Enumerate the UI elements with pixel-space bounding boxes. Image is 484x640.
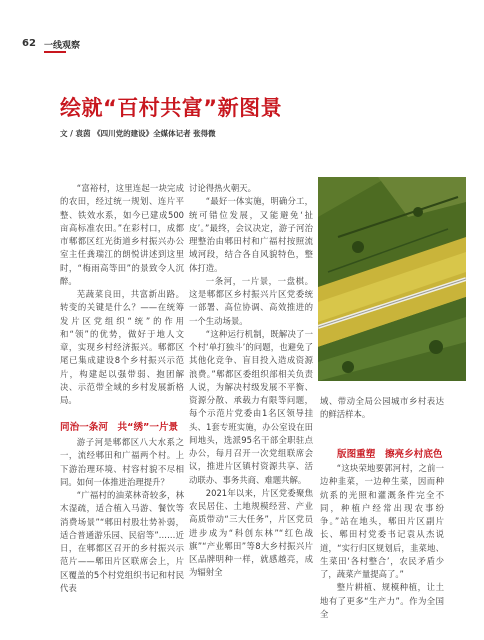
section-tag: 一线观察 [44, 41, 81, 51]
farmland-aerial-photo [318, 177, 466, 381]
paragraph: 域、带动全局公园城市乡村表达的鲜活样本。 [320, 396, 444, 420]
subhead-2: 版图重塑 擦亮乡村底色 [337, 449, 443, 460]
paragraph: “这种运行机制，既解决了一个村‘单打独斗’的问题，也避免了其他化竞争、盲目投入造成资源浪费。”郫都区委组织部相关负责人说，为解决村级发展不平衡、资源分散、承载力有限等问题，每个示范片党委由1名区领导挂头、1套专班实施，办公室设在田间地头，选派95名干部全职驻点办公，每月召开一次党组联席会议，推进片区镇村资源共享、活动联办、事务共商、难题共解。 [189, 328, 313, 485]
article-byline: 文 / 袁茵 《四川党的建设》全媒体记者 张得微 [60, 129, 216, 138]
section-underline [44, 51, 66, 53]
column-3-bottom [320, 462, 444, 621]
paragraph: 整片耕植、规模种植，让土地有了更多“生产力”。作为全国全 [320, 582, 444, 619]
page-number: 62 [22, 38, 36, 49]
paragraph: “这块荣地要郭河村，之前一边种韭菜，一边种生菜，因而种炕系的光照和灌溉条件完全不同，种植户经常出现农事纷争。”站在地头，郫田片区副片长、郫田村党委书记袁从杰说道，“实行归区规划后，韭菜地、生菜田‘各村整合’，农民矛盾少了，蔬菜产量提高了。” [320, 463, 444, 579]
column-2 [189, 182, 313, 580]
paragraph: “富裕村，这里连起一块完成的农田，经过统一规划、连片平整、铁效水系，如今已建成500亩高标准农田。”在彩村口，成都市郫都区红光街道乡村振兴办公室主任龚瑞江的朗悦讲述到这里时，“梅雨高等田”的景致令人沉醉。 [60, 183, 184, 286]
paragraph: “广福村的油菜林奇较多，林木湿疏，适合植入马游、餐饮等消费场景”“郫田村股壮势补弱，适合普通游乐园、民宿等”……近日，在郫都区召开的乡村振兴示范片——郫田片区联席会上，片区覆盖的5个村党组织书记和村民代表 [60, 490, 184, 593]
paragraph: 游子河是郫都区八大水系之一，流经郫田和广福两个村。上下游治理环境、村容村貌不尽相同。如何一体推进治理提升？ [60, 437, 184, 487]
paragraph: “最好一体实施，明确分工，统可错位发展，又能避免‘扯皮’。”最终，会议决定，游子河治理整治由郫田村和广福村按照流域河段，结合各自风貌特色，整体打造。 [189, 196, 313, 273]
column-1-top [60, 182, 184, 407]
paragraph: 芜蔬菜良田，共富新出路。转变的关键是什么？——在统筹发片区党组织“统”的作用和“领”的优势，做好于地人文章，实现乡村经济振兴。郫都区尾已集成建设8个乡村振兴示范片，构建起以强带弱、抱团解决、示范带全域的乡村发展新格局。 [60, 289, 184, 405]
article-title: 绘就“百村共富”新图景 [60, 96, 283, 120]
paragraph: 一条河，一片景，一盘棋。这是郫都区乡村振兴片区党委统一部署、高位协调、高效推进的一个生动场景。 [189, 275, 313, 326]
paragraph: 讨论得热火朝天。 [189, 183, 256, 193]
paragraph: 2021年以来，片区党委聚焦农民居住、土地规模经营、产业高质带动“三大任务”，片区党员进步成为“科创东林”“红色战旗”“产业郫田”等8大乡村振兴片区品牌明种一样，就感越亮，成为辐射全 [189, 487, 313, 578]
column-3-top [320, 395, 444, 422]
column-1-bottom [60, 436, 184, 595]
subhead-1: 同治一条河 共“绣”一片景 [60, 422, 179, 433]
